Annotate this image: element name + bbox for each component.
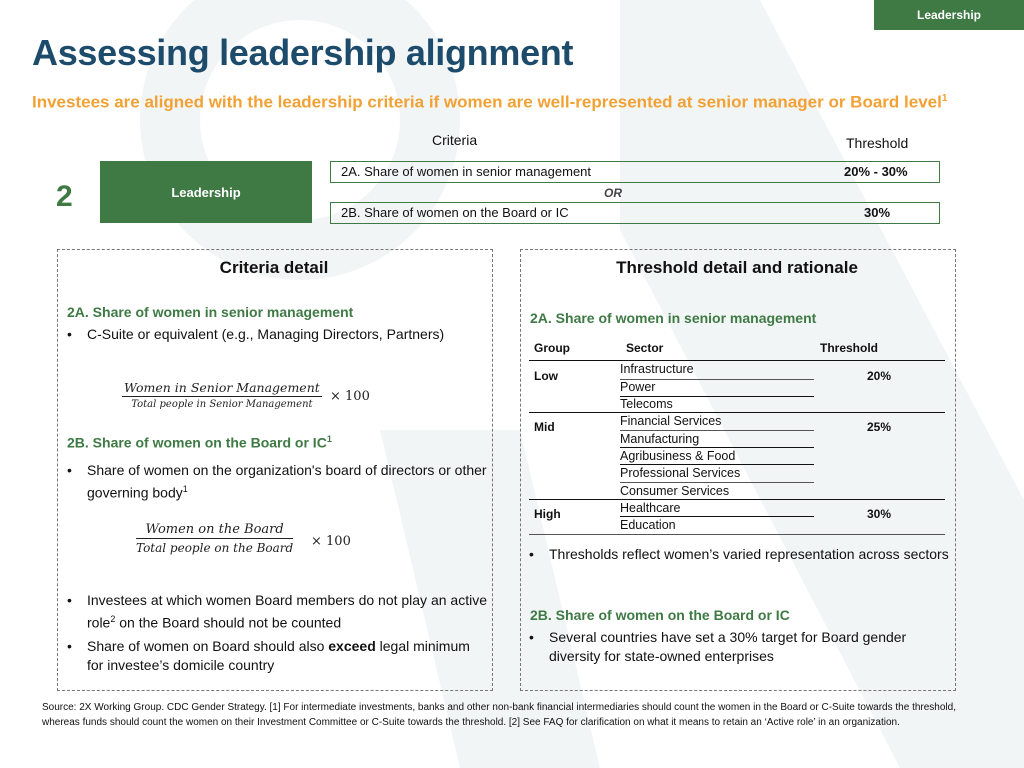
group-rule bbox=[529, 499, 945, 500]
criteria-detail-title: Criteria detail bbox=[219, 258, 329, 277]
sector-infrastructure: Infrastructure bbox=[620, 362, 694, 376]
criteria-2a-heading: 2A. Share of women in senior management bbox=[67, 304, 354, 320]
group-label-low: Low bbox=[534, 369, 558, 383]
group-threshold-mid: 25% bbox=[867, 420, 892, 434]
formula-numerator: Women in Senior Management bbox=[124, 380, 320, 395]
threshold-column-heading: Threshold bbox=[846, 135, 909, 151]
sector-education: Education bbox=[620, 518, 676, 532]
formula-denominator: Total people in Senior Management bbox=[131, 399, 313, 410]
page-subtitle: Investees are aligned with the leadership criteria if women are well-represented at senior manager or Board level$^1$ bbox=[32, 92, 948, 112]
table-bottom-rule bbox=[529, 534, 945, 535]
table-header-threshold: Threshold bbox=[820, 341, 879, 355]
source-footnote: Source: 2X Working Group. CDC Gender Strategy. [1] For intermediate investments, banks and other non-bank financial intermediaries should count the women in the Board or C-Suite towards the threshold, whereas funds should count the women on their Investment Committee or C-Suite towards the threshold. [2] See FAQ for clarification on what it means to retain an ‘Active role’ in an organization. bbox=[42, 702, 956, 728]
formula-numerator: Women on the Board bbox=[136, 522, 293, 539]
table-header-sector: Sector bbox=[626, 341, 664, 355]
page-title: Assessing leadership alignment bbox=[32, 32, 574, 73]
group-label-mid: Mid bbox=[534, 420, 555, 434]
group-label-high: High bbox=[534, 507, 561, 521]
criteria-threshold: 20% - 30% bbox=[844, 164, 908, 179]
sector-rule bbox=[620, 447, 814, 448]
pillar-number: 2 bbox=[56, 180, 73, 213]
formula-denominator: Total people on the Board bbox=[136, 541, 294, 555]
sector-manufacturing: Manufacturing bbox=[620, 432, 700, 446]
legal-minimum-bullet: • Share of women on Board should also exceed legal minimum for investee’s domicile country bbox=[67, 637, 487, 675]
board-formula bbox=[136, 522, 293, 555]
senior-management-formula bbox=[122, 380, 322, 410]
active-role-bullet: • Investees at which women Board members do not play an active role$^2$ on the Board should not be counted bbox=[67, 591, 487, 633]
sector-agribusiness: Agribusiness & Food bbox=[620, 449, 736, 463]
criteria-threshold: 30% bbox=[864, 205, 891, 220]
sector-rule bbox=[620, 482, 814, 483]
sector-rule bbox=[620, 516, 814, 517]
criteria-2a-bullet: • C-Suite or equivalent (e.g., Managing Directors, Partners) bbox=[67, 325, 487, 344]
times-100: × 100 bbox=[311, 534, 351, 549]
section-tag: Leadership bbox=[874, 0, 1024, 30]
sector-consumer-services: Consumer Services bbox=[620, 484, 730, 498]
criteria-row-2b bbox=[330, 202, 940, 224]
criteria-2b-heading: 2B. Share of women on the Board or $IC^1$ bbox=[67, 434, 332, 451]
group-rule bbox=[529, 412, 945, 413]
or-label: OR bbox=[604, 186, 622, 200]
criteria-2b-bullet: • Share of women on the organization's board of directors or other governing body$^1$ bbox=[67, 461, 487, 503]
sector-healthcare: Healthcare bbox=[620, 501, 681, 515]
table-header-rule bbox=[529, 360, 945, 361]
group-threshold-high: 30% bbox=[867, 507, 892, 521]
table-header-group: Group bbox=[534, 341, 570, 355]
sector-rule bbox=[620, 464, 814, 465]
group-threshold-low: 20% bbox=[867, 369, 892, 383]
criteria-row-2a bbox=[330, 161, 940, 183]
criteria-label: 2A. Share of women in senior management bbox=[341, 164, 592, 179]
sector-telecoms: Telecoms bbox=[620, 397, 673, 411]
pillar-label: Leadership bbox=[100, 161, 312, 223]
sector-rule bbox=[620, 430, 814, 431]
sector-power: Power bbox=[620, 380, 656, 394]
times-100: × 100 bbox=[330, 389, 370, 404]
board-target-bullet: • Several countries have set a 30% target for Board gender diversity for state-owned enterprises bbox=[529, 628, 949, 666]
criteria-label: 2B. Share of women on the Board or IC bbox=[341, 205, 569, 220]
sector-professional-services: Professional Services bbox=[620, 466, 741, 480]
criteria-column-heading: Criteria bbox=[432, 132, 478, 148]
sector-financial-services: Financial Services bbox=[620, 414, 722, 428]
threshold-rationale-bullet: • Thresholds reflect women’s varied representation across sectors bbox=[529, 545, 949, 564]
threshold-2a-heading: 2A. Share of women in senior management bbox=[530, 310, 817, 326]
threshold-detail-title: Threshold detail and rationale bbox=[616, 258, 858, 277]
threshold-2b-heading: 2B. Share of women on the Board or IC bbox=[530, 607, 790, 623]
